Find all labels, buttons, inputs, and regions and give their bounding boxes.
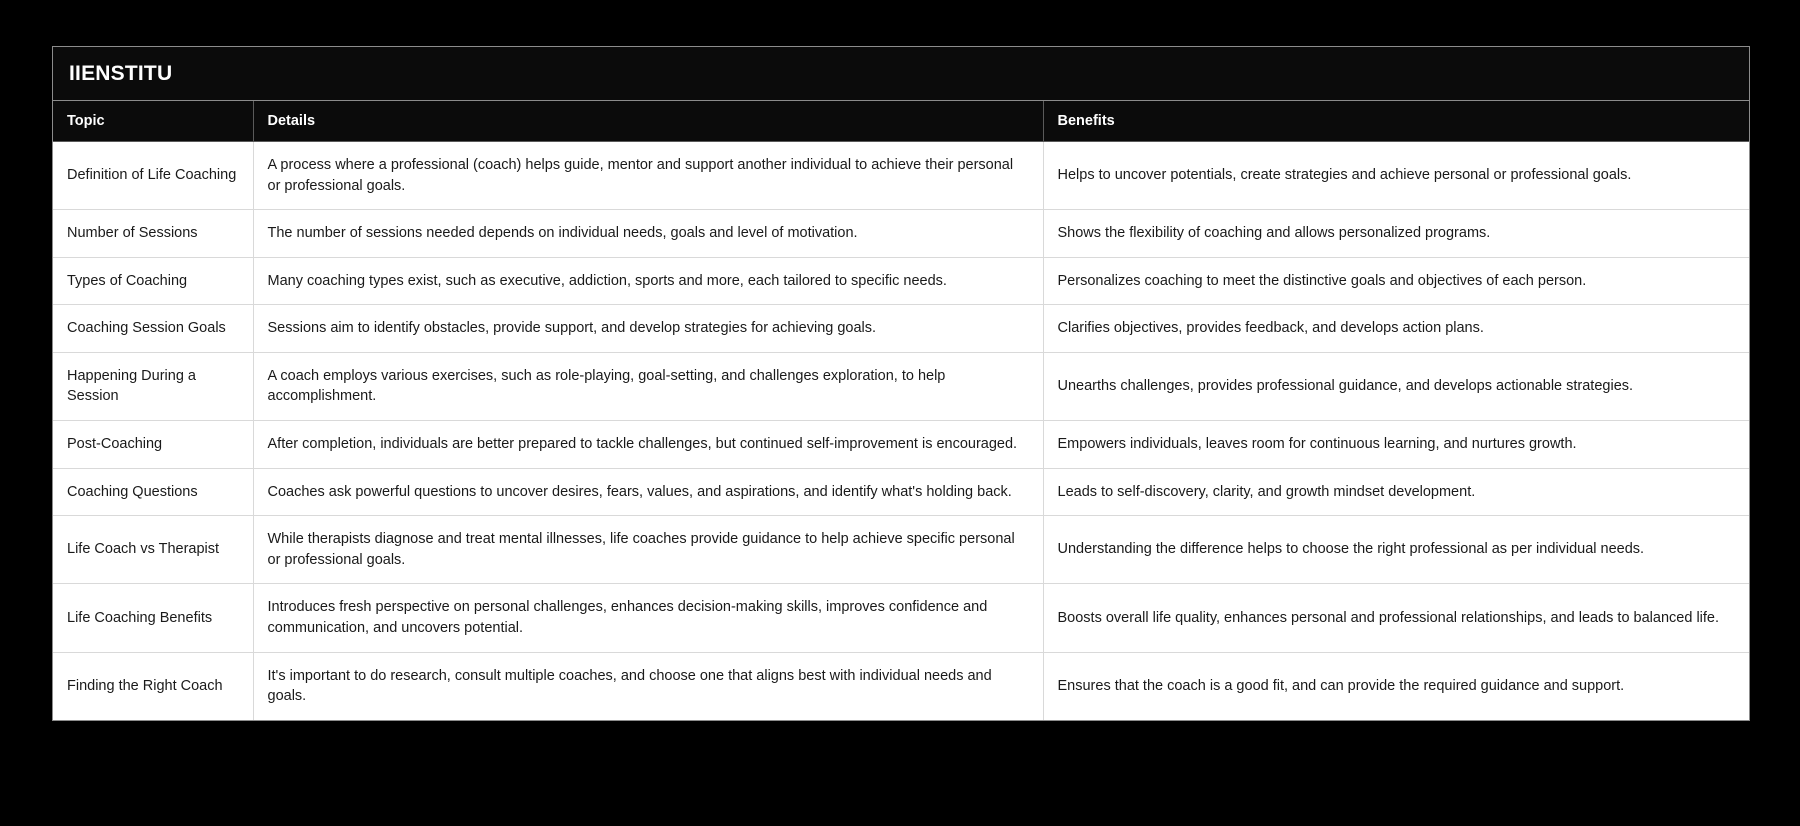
table-header	[53, 101, 1749, 142]
cell-details: A process where a professional (coach) helps guide, mentor and support another individual to achieve their personal or professional goals.	[253, 142, 1043, 210]
cell-benefits: Helps to uncover potentials, create strategies and achieve personal or professional goals.	[1043, 142, 1749, 210]
cell-topic: Life Coach vs Therapist	[53, 516, 253, 584]
cell-topic: Coaching Session Goals	[53, 305, 253, 353]
column-header-details: Details	[253, 101, 1043, 142]
table-row	[53, 142, 1749, 210]
cell-topic: Types of Coaching	[53, 257, 253, 305]
column-header-benefits: Benefits	[1043, 101, 1749, 142]
cell-topic: Coaching Questions	[53, 468, 253, 516]
cell-details: Many coaching types exist, such as executive, addiction, sports and more, each tailored to specific needs.	[253, 257, 1043, 305]
cell-benefits: Understanding the difference helps to choose the right professional as per individual needs.	[1043, 516, 1749, 584]
table-row	[53, 468, 1749, 516]
table-frame	[52, 46, 1750, 721]
cell-details: The number of sessions needed depends on individual needs, goals and level of motivation.	[253, 210, 1043, 258]
table-row	[53, 584, 1749, 652]
table-body	[53, 142, 1749, 720]
table-row	[53, 210, 1749, 258]
cell-topic: Number of Sessions	[53, 210, 253, 258]
cell-benefits: Leads to self-discovery, clarity, and growth mindset development.	[1043, 468, 1749, 516]
cell-benefits: Shows the flexibility of coaching and allows personalized programs.	[1043, 210, 1749, 258]
cell-benefits: Empowers individuals, leaves room for continuous learning, and nurtures growth.	[1043, 421, 1749, 469]
cell-details: After completion, individuals are better prepared to tackle challenges, but continued self-improvement is encouraged.	[253, 421, 1043, 469]
brand-bar	[53, 47, 1749, 101]
table-row	[53, 652, 1749, 720]
cell-details: Coaches ask powerful questions to uncover desires, fears, values, and aspirations, and identify what's holding back.	[253, 468, 1043, 516]
brand-title: IIENSTITU	[69, 62, 173, 85]
column-header-topic: Topic	[53, 101, 253, 142]
cell-benefits: Ensures that the coach is a good fit, and can provide the required guidance and support.	[1043, 652, 1749, 720]
cell-details: Sessions aim to identify obstacles, provide support, and develop strategies for achieving goals.	[253, 305, 1043, 353]
cell-details: It's important to do research, consult multiple coaches, and choose one that aligns best with individual needs and goals.	[253, 652, 1043, 720]
table-header-row	[53, 101, 1749, 142]
cell-topic: Definition of Life Coaching	[53, 142, 253, 210]
table-row	[53, 305, 1749, 353]
table-row	[53, 352, 1749, 420]
table-row	[53, 516, 1749, 584]
cell-topic: Post-Coaching	[53, 421, 253, 469]
cell-benefits: Unearths challenges, provides professional guidance, and develops actionable strategies.	[1043, 352, 1749, 420]
life-coaching-table	[53, 101, 1749, 720]
cell-topic: Finding the Right Coach	[53, 652, 253, 720]
cell-details: While therapists diagnose and treat mental illnesses, life coaches provide guidance to help achieve specific personal or professional goals.	[253, 516, 1043, 584]
cell-details: Introduces fresh perspective on personal challenges, enhances decision-making skills, improves confidence and communication, and uncovers potential.	[253, 584, 1043, 652]
table-row	[53, 257, 1749, 305]
cell-benefits: Personalizes coaching to meet the distinctive goals and objectives of each person.	[1043, 257, 1749, 305]
cell-benefits: Clarifies objectives, provides feedback, and develops action plans.	[1043, 305, 1749, 353]
cell-topic: Life Coaching Benefits	[53, 584, 253, 652]
table-row	[53, 421, 1749, 469]
cell-details: A coach employs various exercises, such as role-playing, goal-setting, and challenges exploration, to help accomplishment.	[253, 352, 1043, 420]
cell-topic: Happening During a Session	[53, 352, 253, 420]
cell-benefits: Boosts overall life quality, enhances personal and professional relationships, and leads to balanced life.	[1043, 584, 1749, 652]
